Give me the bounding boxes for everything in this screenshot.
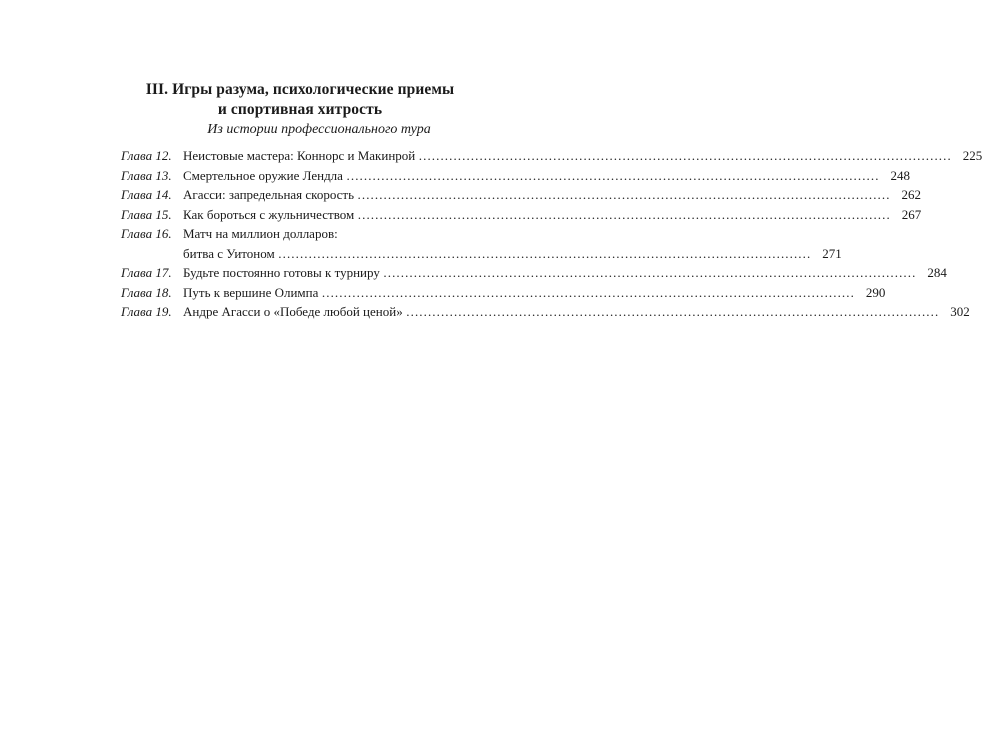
chapter-title: Будьте постоянно готовы к турниру — [183, 265, 380, 280]
page-number: 290 — [865, 284, 886, 300]
chapter-title: Как бороться с жульничеством — [183, 206, 355, 222]
chapter-title-continued: битва с Уитоном — [183, 245, 275, 261]
chapter-number: Глава 19. — [121, 304, 172, 319]
dot-leader — [278, 244, 811, 264]
chapter-title: Андре Агасси о «Победе любой ценой» — [183, 304, 403, 319]
section-heading — [0, 80, 600, 139]
section-subtitle: Из истории профессионального тура — [207, 122, 431, 137]
chapter-title: Агасси: запредельная скорость — [183, 187, 355, 202]
page-number: 267 — [901, 206, 922, 222]
page-number: 271 — [822, 245, 842, 261]
chapter-number: Глава 12. — [121, 148, 172, 163]
chapter-number: Глава 15. — [121, 206, 172, 222]
chapter-number: Глава 16. — [121, 226, 172, 241]
dot-leader — [321, 283, 854, 303]
chapter-title: Смертельное оружие Лендла — [183, 167, 343, 183]
toc-entry — [121, 283, 886, 303]
dot-leader — [418, 146, 951, 166]
chapter-number: Глава 17. — [121, 265, 172, 280]
chapter-number: Глава 13. — [121, 167, 172, 183]
page-number: 225 — [962, 148, 982, 163]
table-of-contents — [121, 146, 982, 322]
page-number: 284 — [927, 265, 947, 280]
toc-entry — [121, 166, 910, 186]
page-number: 262 — [901, 187, 922, 202]
section-title-line-1: III. Игры разума, психологические приемы — [145, 81, 455, 98]
page-number: 302 — [950, 304, 970, 319]
dot-leader — [383, 263, 916, 283]
toc-entry — [121, 302, 970, 322]
toc-entry — [121, 224, 842, 263]
chapter-title: Путь к вершине Олимпа — [183, 284, 319, 300]
dot-leader — [346, 166, 879, 186]
toc-entry — [121, 263, 947, 283]
page-number: 248 — [890, 167, 910, 183]
dot-leader — [357, 185, 890, 205]
dot-leader — [406, 302, 939, 322]
dot-leader — [357, 205, 890, 225]
chapter-number: Глава 18. — [121, 284, 172, 300]
toc-entry — [121, 146, 982, 166]
chapter-title: Неистовые мастера: Коннорс и Макинрой — [183, 148, 416, 163]
section-title-line-2: и спортивная хитрость — [217, 101, 383, 118]
chapter-number: Глава 14. — [121, 187, 172, 202]
toc-entry — [121, 185, 922, 205]
toc-entry — [121, 205, 922, 225]
chapter-title: Матч на миллион долларов: — [183, 226, 338, 241]
